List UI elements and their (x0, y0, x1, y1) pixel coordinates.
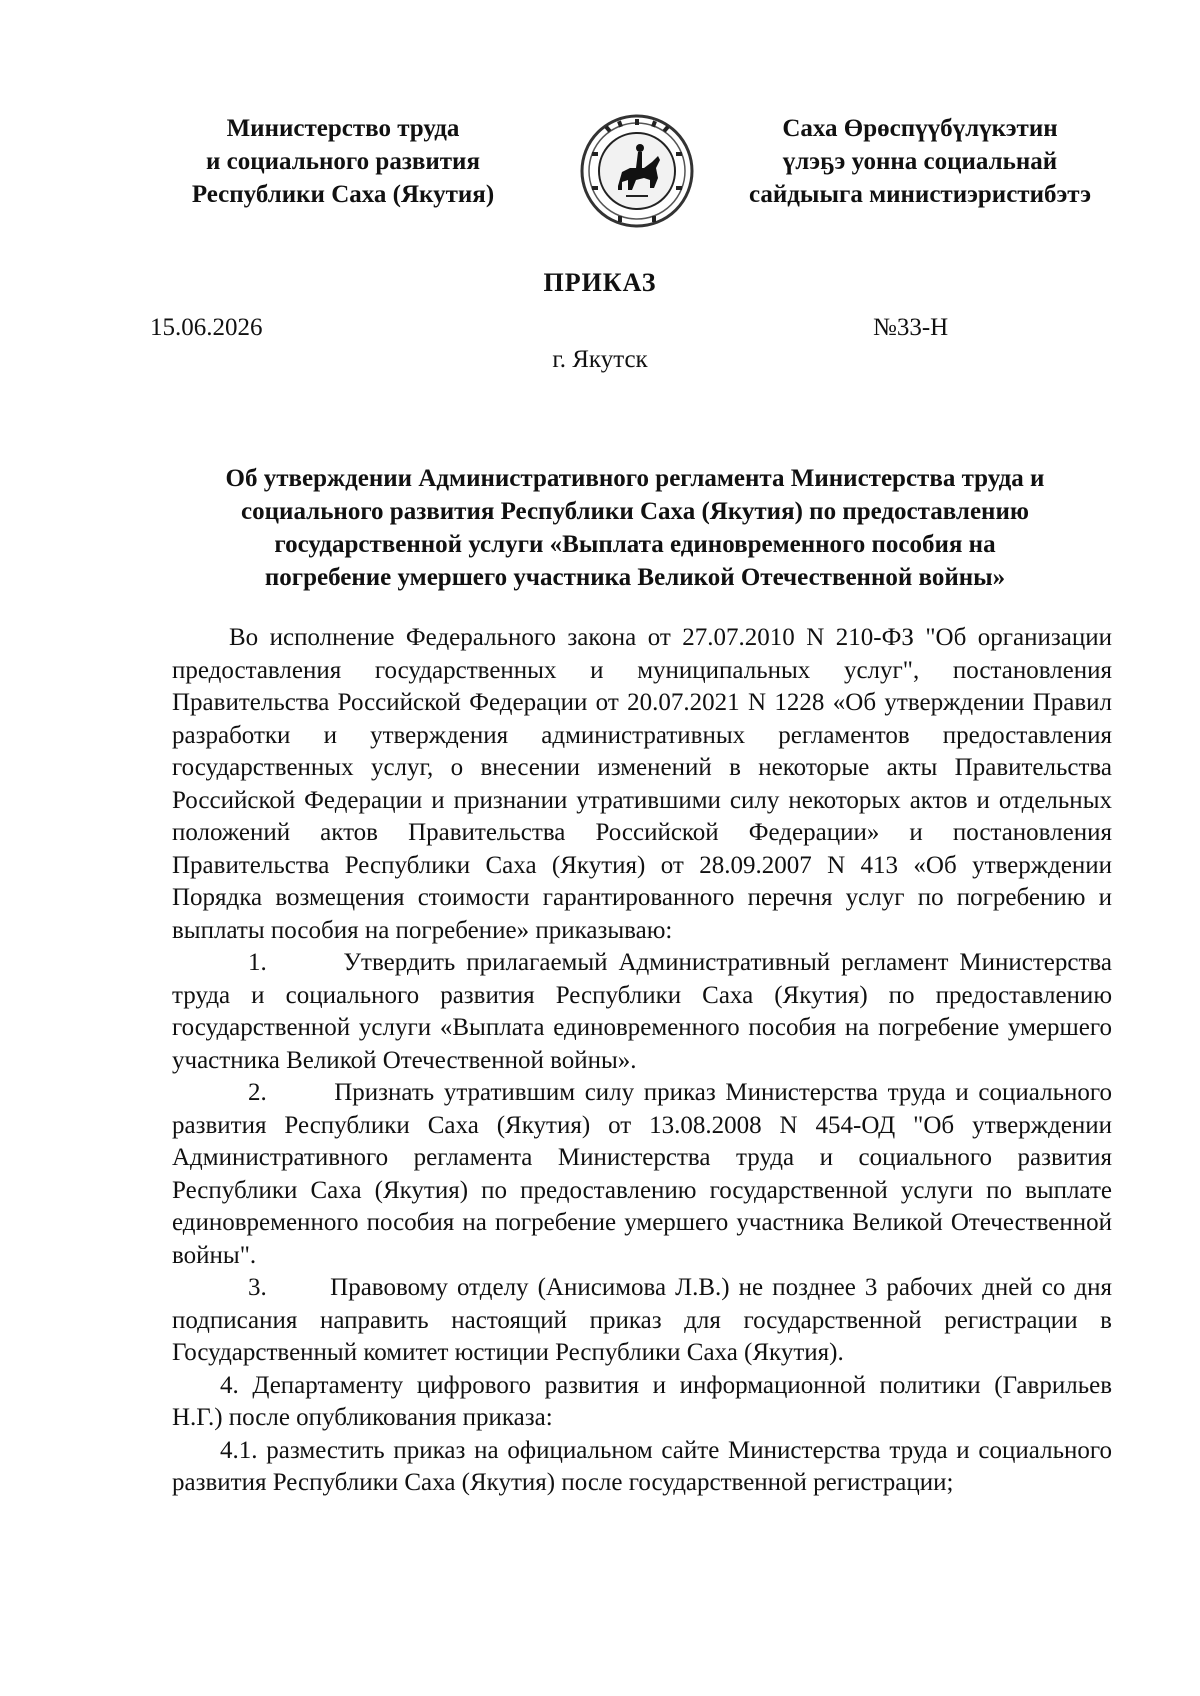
order-item-3: 3. Правовому отделу (Анисимова Л.В.) не позднее 3 рабочих дней со дня подписания направить настоящий приказ для государственной регистрации в Государственный комитет юстиции Республики Саха (Якутия). (172, 1274, 1112, 1366)
ministry-name-line: үлэҕэ уонна социальнай (782, 148, 1058, 175)
document-title-line: погребение умершего участника Великой Отечественной войны» (264, 564, 1006, 591)
document-title-line: Об утверждении Административного регламента Министерства труда и (225, 465, 1045, 492)
document-title-line: социального развития Республики Саха (Якутия) по предоставлению (241, 498, 1029, 525)
ministry-name-line: Саха Өрөспүүбүлүкэтин (782, 115, 1058, 142)
preamble-paragraph: Во исполнение Федерального закона от 27.07.2010 N 210-ФЗ "Об организации предоставления государственных и муниципальных услуг", постановления Правительства Российской Федерации от 20.07.2021 N 1228 «Об утверждении Правил разработки и утверждения административных регламентов предоставления государственных услуг, о внесении изменений в некоторые акты Правительства Российской Федерации и признании утратившими силу некоторых актов и отдельных положений актов Правительства Российской Федерации» и постановления Правительства Республики Саха (Якутия) от 28.09.2007 N 413 «Об утверждении Порядка возмещения стоимости гарантированного перечня услуг по погребению и выплаты пособия на погребение» приказываю: (172, 624, 1112, 944)
letterhead (0, 112, 1200, 242)
ministry-name-line: и социального развития (206, 148, 480, 175)
order-title: ПРИКАЗ (543, 268, 657, 297)
ministry-name-russian (148, 112, 538, 211)
document-title-line: государственной услуги «Выплата единовременного пособия на (274, 531, 996, 558)
order-date: 15.06.2026 (150, 314, 263, 341)
order-number: №33-Н (873, 314, 949, 341)
ministry-name-yakut (720, 112, 1120, 211)
ministry-name-line: сайдыыга министиэристибэтэ (748, 181, 1092, 208)
ministry-name-line: Республики Саха (Якутия) (191, 181, 495, 208)
document-title (160, 462, 1110, 594)
order-item-2: 2. Признать утратившим силу приказ Министерства труда и социального развития Республики Саха (Якутия) от 13.08.2008 N 454-ОД "Об утверждении Административного регламента Министерства труда и социального развития Республики Саха (Якутия) по предоставлению государственной услуги по выплате единовременного пособия на погребение умершего участника Великой Отечественной войны". (172, 1079, 1112, 1269)
ministry-name-line: Министерство труда (226, 115, 460, 142)
order-city: г. Якутск (552, 346, 648, 373)
order-item-4: 4. Департаменту цифрового развития и информационной политики (Гаврильев Н.Г.) после опубликования приказа: (172, 1371, 1112, 1431)
order-item-4-1: 4.1. разместить приказ на официальном сайте Министерства труда и социального развития Республики Саха (Якутия) после государственной регистрации; (172, 1436, 1112, 1496)
coat-of-arms-emblem (578, 112, 696, 230)
order-item-1: 1. Утвердить прилагаемый Административный регламент Министерства труда и социального развития Республики Саха (Якутия) по предоставлению государственной услуги «Выплата единовременного пособия на погребение умершего участника Великой Отечественной войны». (172, 949, 1112, 1074)
document-body (172, 622, 1112, 1500)
